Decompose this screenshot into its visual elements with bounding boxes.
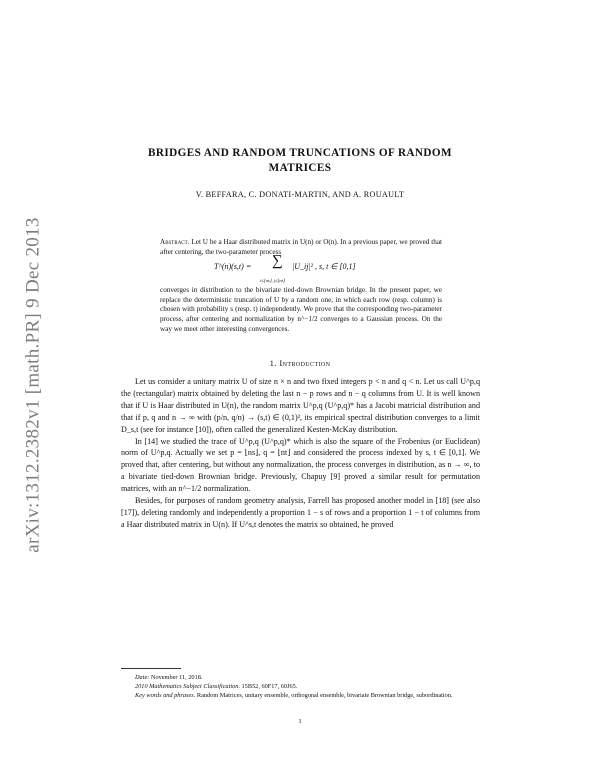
paper-authors: V. BEFFARA, C. DONATI-MARTIN, AND A. ROUAULT [195, 190, 405, 199]
summation-range: i≤⌊ns⌋, j≤⌊nt⌋ [260, 278, 285, 284]
abstract-label: Abstract. [160, 238, 190, 246]
abstract-text-2: converges in distribution to the bivariate tied-down Brownian bridge. In the present paper, we replace the deterministic truncation of U by a random one, in which each row (resp. column) is chosen with probability s (resp. t) independently. We prove that the corresponding two-parameter process, after centering and normalization by n^−1/2 converges to a Gaussian process. On the way we meet other interesting convergences. [160, 286, 442, 333]
body-paragraph: In [14] we studied the trace of U^p,q (U^p,q)* which is also the square of the Frobenius (or Euclidean) norm of U^p,q. Actually we set p = ⌊ns⌋, q = ⌊nt⌋ and considered the process indexed by s, t ∈ [0,1]. We proved that, after centering, but without any normalization, the process converges in distribution, as n → ∞, to a bivariate tied-down Brownian bridge. Previously, Chapuy [9] proved a similar result for permutation matrices, with an n^−1/2 normalization. [121, 436, 480, 494]
arxiv-identifier-stamp [14, 175, 54, 595]
msc-value: 15B52, 60F17, 60J65. [241, 683, 298, 691]
abstract-text-1: Let U be a Haar distributed matrix in U(n) or O(n). In a previous paper, we proved that after centering, the two-parameter process [160, 238, 443, 256]
summation-symbol: ∑ [272, 253, 283, 270]
section-heading-introduction: 1. Introduction [269, 358, 331, 368]
keywords-label: Key words and phrases. [135, 692, 196, 700]
date-label: Date: [135, 674, 150, 681]
body-paragraph: Besides, for purposes of random geometry analysis, Farrell has proposed another model in [18] (see also [17]), deleting randomly and independently a proportion 1 − s of rows and a proportion 1 − t of columns from a Haar distributed matrix in U(n). If U^s,t denotes the matrix so obtained, he proved [121, 496, 480, 529]
keywords-value: Random Matrices, unitary ensemble, orthogonal ensemble, bivariate Brownian bridge, subordination. [196, 692, 453, 700]
equation-rhs: |U_ij|² , s, t ∈ [0,1] [292, 262, 356, 272]
footnote-divider [121, 668, 181, 669]
footnote-keywords [121, 691, 480, 700]
date-value: November 11, 2018. [150, 674, 203, 681]
body-paragraph: Let us consider a unitary matrix U of size n × n and two fixed integers p < n and q < n. Let us call U^p,q the (rectangular) matrix obtained by deleting the last n − p rows and n − q columns from U. It is well known that if U is Haar distributed in U(n), the random matrix U^p,q (U^p,q)* has a Jacobi matricial distribution and that if p, q and n → ∞ with (p/n, q/n) → (s,t) ∈ (0,1)², its empirical spectral distribution converges to a limit D_s,t (see for instance [10]), often called the generalized Kesten-McKay distribution. [121, 377, 480, 434]
footnote-date [121, 673, 480, 682]
paper-title: BRIDGES AND RANDOM TRUNCATIONS OF RANDOM MATRICES [148, 147, 452, 174]
introduction-body [121, 376, 480, 531]
msc-label: 2010 Mathematics Subject Classification. [135, 683, 240, 691]
page-number: 1 [298, 718, 302, 725]
abstract-block [160, 238, 442, 334]
footnotes-block [121, 673, 480, 701]
abstract-equation [160, 253, 442, 284]
equation-lhs: T^(n)(s,t) = [214, 262, 252, 272]
footnote-msc [121, 682, 480, 691]
abstract-intro [160, 238, 442, 257]
arxiv-identifier-text: arXiv:1312.2382v1 [math.PR] 9 Dec 2013 [23, 217, 45, 553]
